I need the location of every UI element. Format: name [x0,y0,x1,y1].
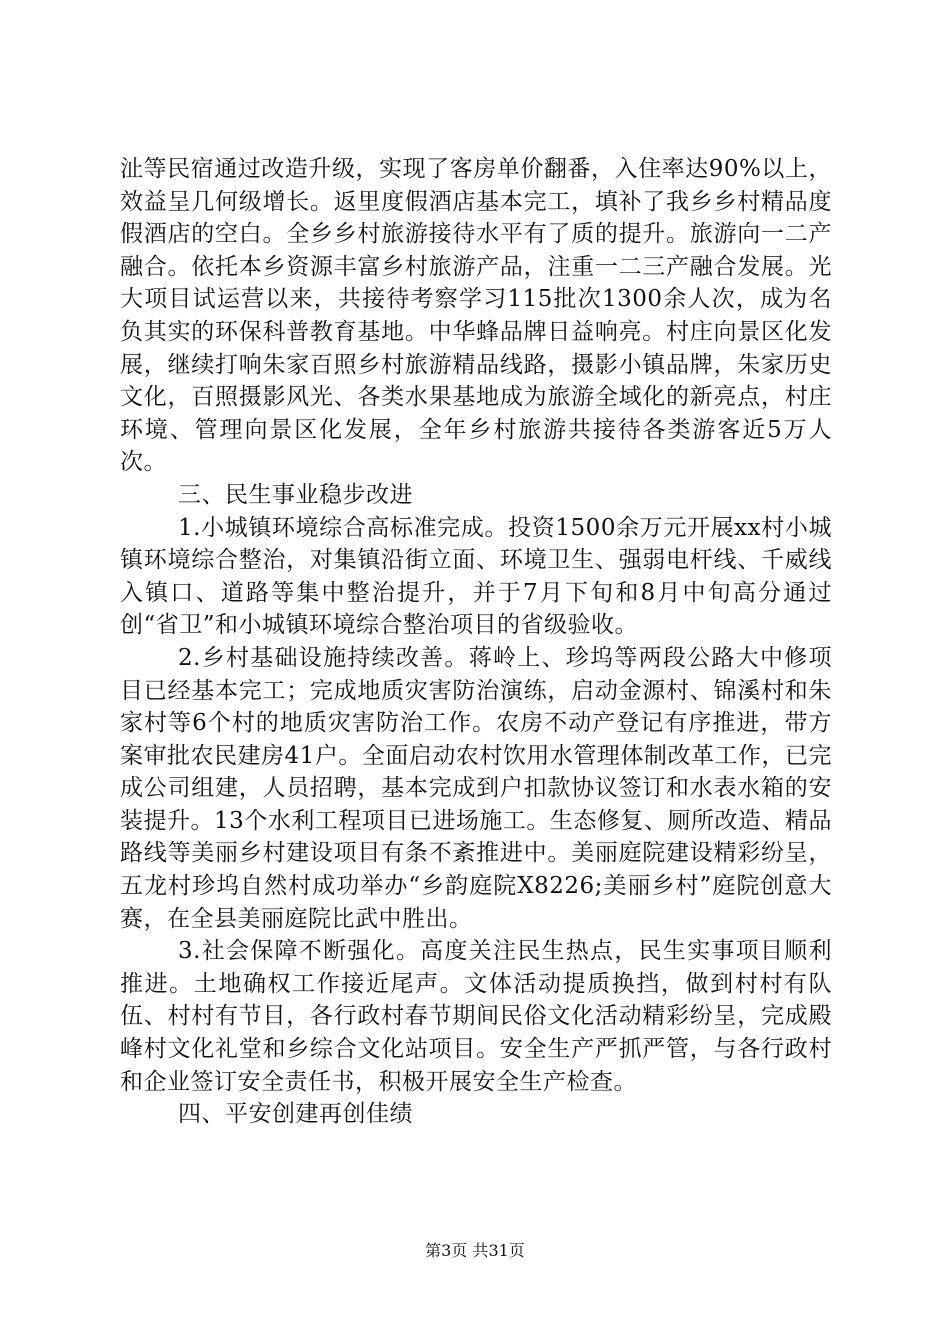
document-body [120,153,832,1131]
body-paragraph: 2.乡村基础设施持续改善。蒋岭上、珍坞等两段公路大中修项目已经基本完工；完成地质灾害防治演练，启动金源村、锦溪村和朱家村等6个村的地质灾害防治工作。农房不动产登记有序推进，带方案审批农民建房41户。全面启动农村饮用水管理体制改革工作，已完成公司组建，人员招聘，基本完成到户扣款协议签订和水表水箱的安装提升。13个水利工程项目已进场施工。生态修复、厕所改造、精品路线等美丽乡村建设项目有条不紊推进中。美丽庭院建设精彩纷呈，五龙村珍坞自然村成功举办“乡韵庭院X8226;美丽乡村”庭院创意大赛，在全县美丽庭院比武中胜出。 [120,644,832,932]
body-paragraph: 3.社会保障不断强化。高度关注民生热点，民生实事项目顺利推进。土地确权工作接近尾声。文体活动提质换挡，做到村村有队伍、村村有节目，各行政村春节期间民俗文化活动精彩纷呈，完成殿峰村文化礼堂和乡综合文化站项目。安全生产严抓严管，与各行政村和企业签订安全责任书，积极开展安全生产检查。 [120,938,832,1095]
section-heading: 三、民生事业稳步改进 [178,481,413,508]
body-paragraph: 1.小城镇环境综合高标准完成。投资1500余万元开展xx村小城镇环境综合整治，对集镇沿街立面、环境卫生、强弱电杆线、千威线入镇口、道路等集中整治提升，并于7月下旬和8月中旬高分通过创“省卫”和小城镇环境综合整治项目的省级验收。 [120,514,832,639]
body-paragraph: 沚等民宿通过改造升级，实现了客房单价翻番，入住率达90%以上，效益呈几何级增长。返里度假酒店基本完工，填补了我乡乡村精品度假酒店的空白。全乡乡村旅游接待水平有了质的提升。旅游向一二产融合。依托本乡资源丰富乡村旅游产品，注重一二三产融合发展。光大项目试运营以来，共接待考察学习115批次1300余人次，成为名负其实的环保科普教育基地。中华蜂品牌日益响亮。村庄向景区化发展，继续打响朱家百照乡村旅游精品线路，摄影小镇品牌，朱家历史文化，百照摄影风光、各类水果基地成为旅游全域化的新亮点，村庄环境、管理向景区化发展，全年乡村旅游共接待各类游客近5万人次。 [120,156,832,476]
section-heading: 四、平安创建再创佳绩 [178,1101,413,1128]
page-footer: 第3页 共31页 [425,1241,525,1260]
